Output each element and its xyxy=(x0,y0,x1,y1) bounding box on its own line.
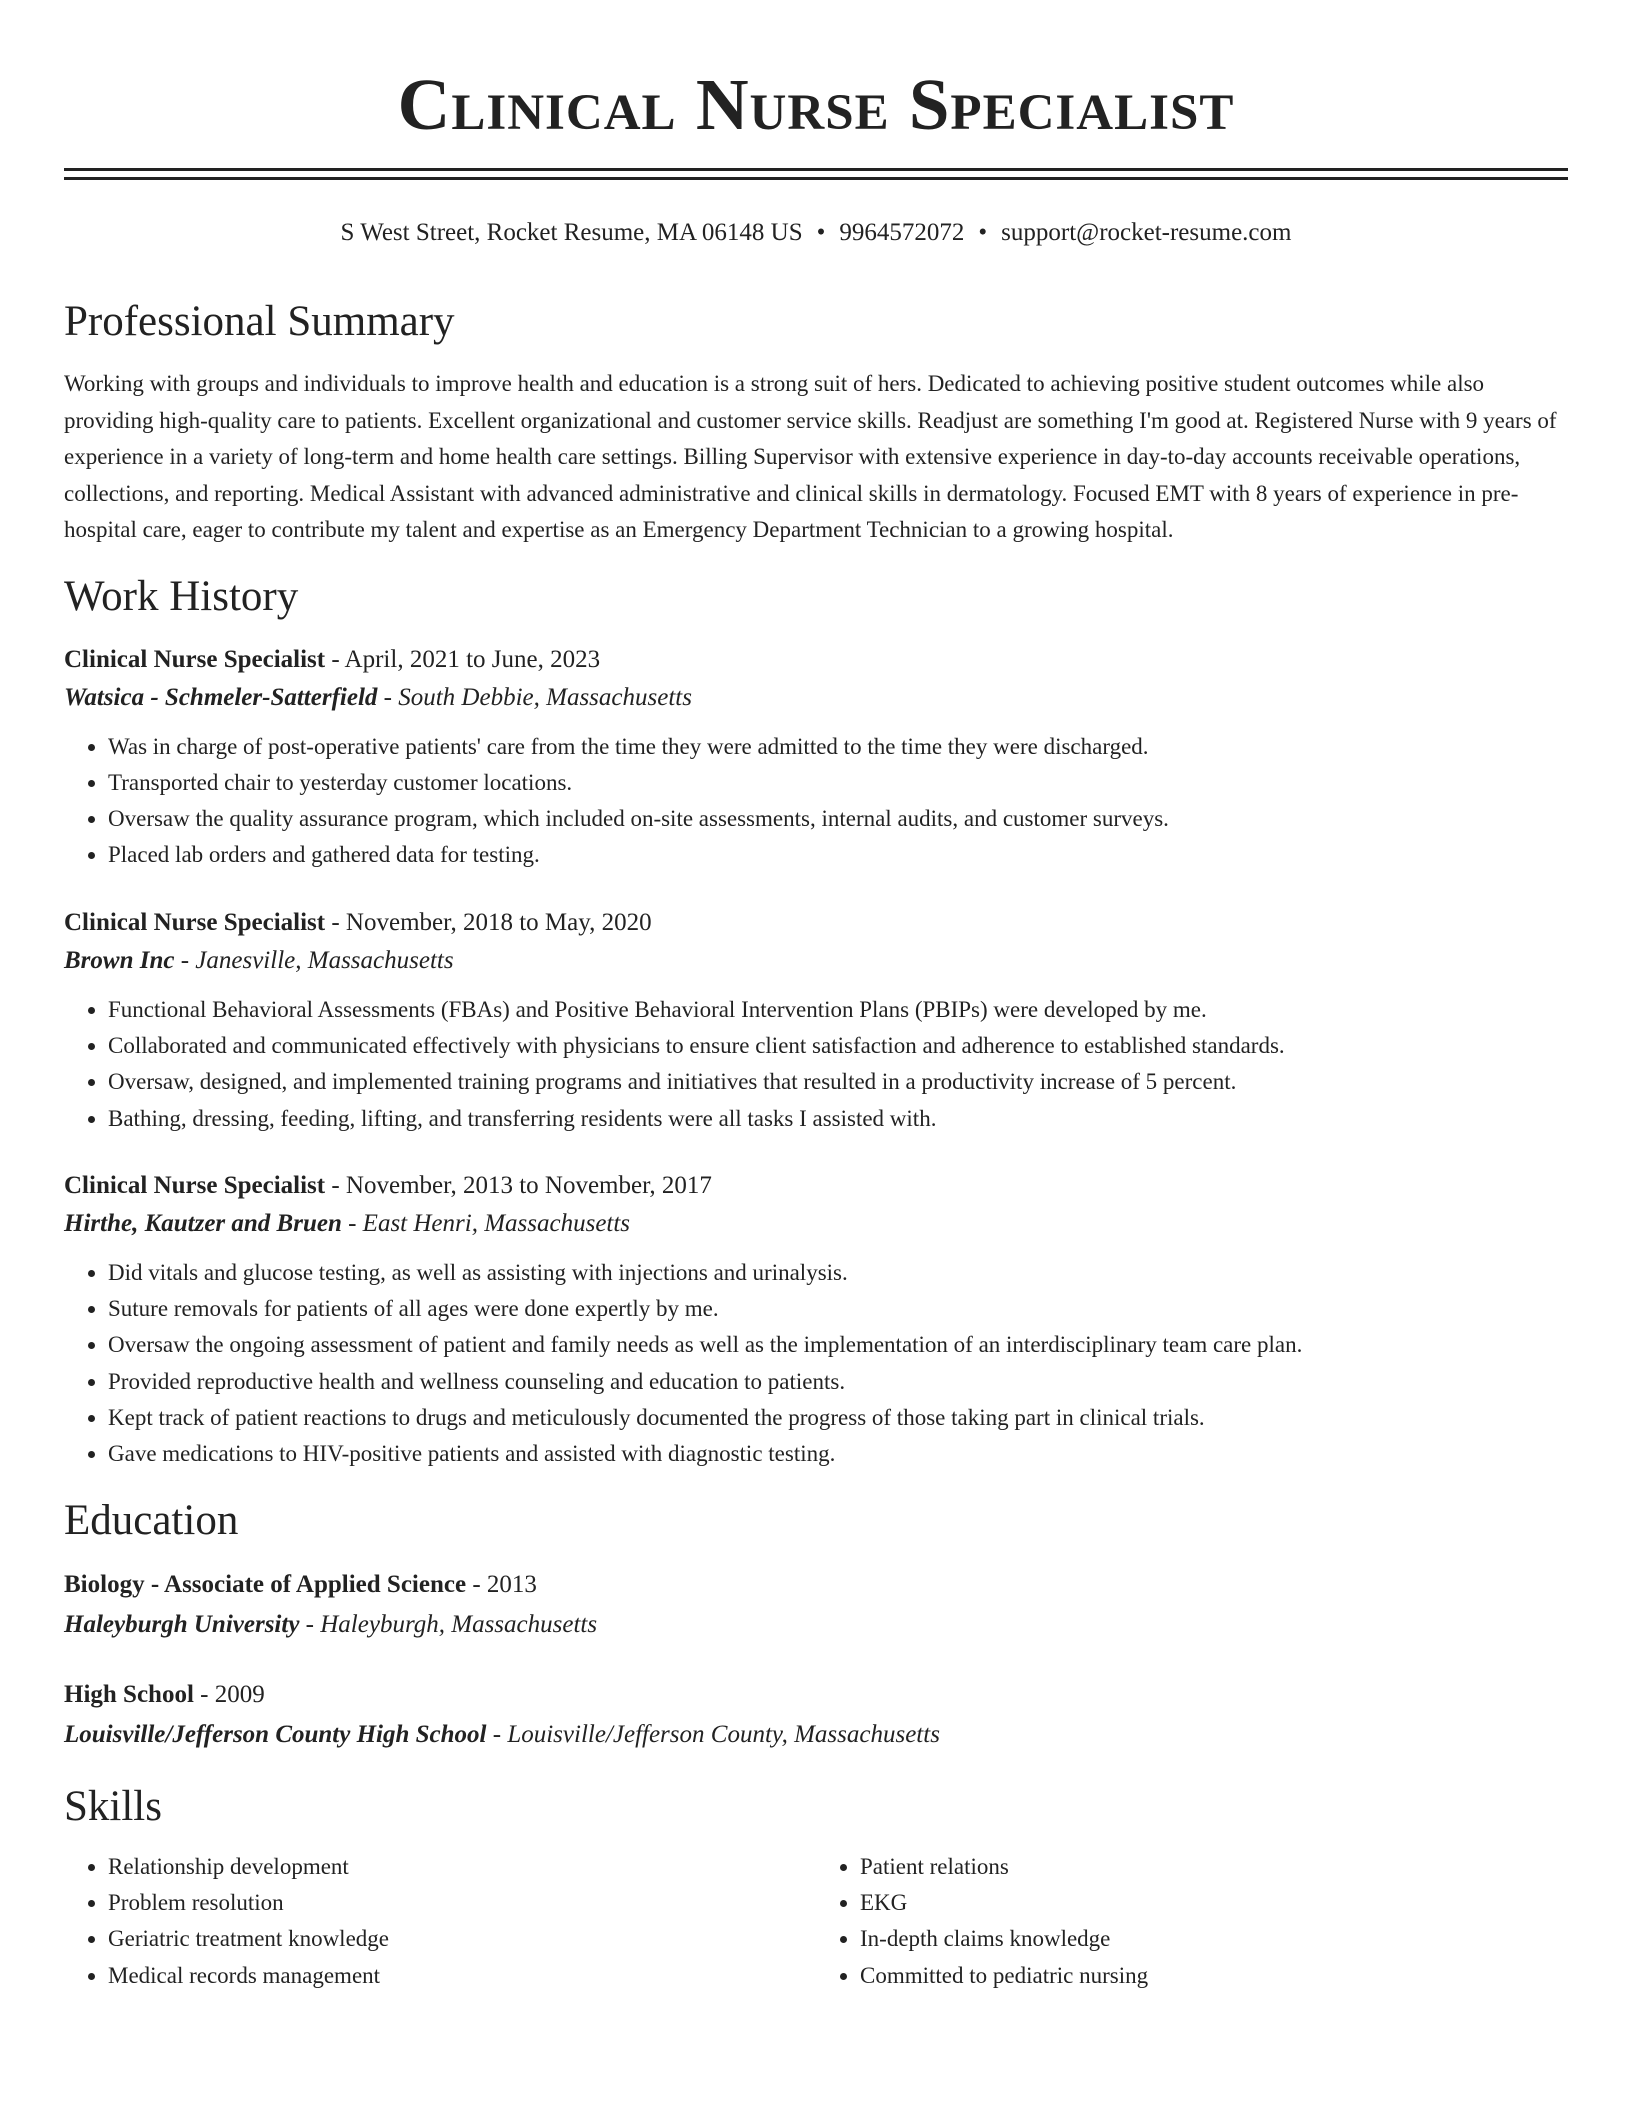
summary-text: Working with groups and individuals to improve health and education is a strong suit of hers. Dedicated to achieving positive student outcomes while also providing high-quality care to patients. Excellent organizational and customer service skills. Readjust are something I'm good at. Registered Nurse with 9 years of experience in a variety of long-term and home health care settings. Billing Supervisor with extensive experience in day-to-day accounts receivable operations, collections, and reporting. Medical Assistant with advanced administrative and clinical skills in dermatology. Focused EMT with 8 years of experience in pre-hospital care, eager to contribute my talent and expertise as an Emergency Department Technician to a growing hospital. xyxy=(64,371,1557,542)
contact-separator: • xyxy=(978,219,988,246)
title-divider-top xyxy=(64,168,1568,171)
education-header xyxy=(64,1675,1568,1715)
contact-separator: • xyxy=(816,219,826,246)
job-duty: • Provided reproductive health and wellness counseling and education to patients. xyxy=(108,1364,1568,1400)
job-header xyxy=(64,641,1568,679)
job-title: Clinical Nurse Specialist xyxy=(64,1171,326,1199)
contact-address: S West Street, Rocket Resume, MA 06148 US xyxy=(340,219,803,246)
job-duty: • Bathing, dressing, feeding, lifting, and transferring residents were all tasks I assisted with. xyxy=(108,1101,1568,1137)
education-year: - 2009 xyxy=(193,1680,265,1708)
education-school: Haleyburgh University xyxy=(64,1610,300,1638)
job-entry xyxy=(64,1167,1568,1473)
job-duty: • Was in charge of post-operative patients' care from the time they were admitted to the time they were discharged. xyxy=(108,729,1568,765)
job-company: Brown Inc xyxy=(64,946,175,974)
job-title: Clinical Nurse Specialist xyxy=(64,645,326,673)
contact-phone: 9964572072 xyxy=(839,219,965,246)
skill-item: • In-depth claims knowledge xyxy=(860,1921,1568,1957)
education-entry xyxy=(64,1565,1568,1645)
skill-item: • EKG xyxy=(860,1885,1568,1921)
job-duty: • Suture removals for patients of all ages were done expertly by me. xyxy=(108,1291,1568,1327)
education-entry xyxy=(64,1675,1568,1755)
work-history-heading: Work History xyxy=(64,572,299,620)
job-duties xyxy=(64,992,1568,1137)
skills-column-left xyxy=(64,1849,816,1994)
job-duty: • Oversaw the quality assurance program, which included on-site assessments, internal audits, and customer surveys. xyxy=(108,801,1568,837)
education-year: - 2013 xyxy=(466,1570,537,1598)
job-duty: • Did vitals and glucose testing, as well as assisting with injections and urinalysis. xyxy=(108,1255,1568,1291)
education-location: - Louisville/Jefferson County, Massachusetts xyxy=(486,1720,940,1748)
job-duties xyxy=(64,1255,1568,1473)
job-duty: • Kept track of patient reactions to drugs and meticulously documented the progress of those taking part in clinical trials. xyxy=(108,1400,1568,1436)
job-entry xyxy=(64,641,1568,874)
contact-email: support@rocket-resume.com xyxy=(1001,219,1292,246)
job-duty: • Oversaw the ongoing assessment of patient and family needs as well as the implementation of an interdisciplinary team care plan. xyxy=(108,1327,1568,1363)
job-duty: • Collaborated and communicated effectively with physicians to ensure client satisfaction and adherence to established standards. xyxy=(108,1028,1568,1064)
job-duty: • Transported chair to yesterday customer locations. xyxy=(108,765,1568,801)
job-duty: • Functional Behavioral Assessments (FBAs) and Positive Behavioral Intervention Plans (PBIPs) were developed by me. xyxy=(108,992,1568,1028)
job-duty: • Oversaw, designed, and implemented training programs and initiatives that resulted in a productivity increase of 5 percent. xyxy=(108,1064,1568,1100)
skill-item: • Problem resolution xyxy=(108,1885,816,1921)
education-location: - Haleyburgh, Massachusetts xyxy=(299,1610,598,1638)
skill-item: • Medical records management xyxy=(108,1958,816,1994)
education-header xyxy=(64,1565,1568,1605)
education-degree: High School xyxy=(64,1680,194,1708)
job-dates: - April, 2021 to June, 2023 xyxy=(325,645,601,673)
education-degree: Biology - Associate of Applied Science xyxy=(64,1570,467,1598)
job-duties xyxy=(64,729,1568,874)
skills-column-right xyxy=(816,1849,1568,1994)
skill-item: • Committed to pediatric nursing xyxy=(860,1958,1568,1994)
resume-title: Clinical Nurse Specialist xyxy=(397,64,1235,145)
contact-line xyxy=(64,216,1568,250)
skill-item: • Patient relations xyxy=(860,1849,1568,1885)
job-duty: • Gave medications to HIV-positive patients and assisted with diagnostic testing. xyxy=(108,1436,1568,1472)
job-title: Clinical Nurse Specialist xyxy=(64,908,326,936)
skill-item: • Relationship development xyxy=(108,1849,816,1885)
skills-list xyxy=(64,1849,1568,1994)
skill-item: • Geriatric treatment knowledge xyxy=(108,1921,816,1957)
education-institution xyxy=(64,1605,1568,1645)
job-header xyxy=(64,904,1568,942)
summary-heading: Professional Summary xyxy=(64,298,455,345)
education-school: Louisville/Jefferson County High School xyxy=(64,1720,487,1748)
job-location: - Janesville, Massachusetts xyxy=(174,946,454,974)
job-entry xyxy=(64,904,1568,1137)
job-company: Watsica - Schmeler-Satterfield xyxy=(64,683,378,711)
education-institution xyxy=(64,1715,1568,1755)
job-location: - East Henri, Massachusetts xyxy=(341,1209,631,1237)
job-location: - South Debbie, Massachusetts xyxy=(377,683,692,711)
job-employer xyxy=(64,1205,1568,1243)
education-heading: Education xyxy=(64,1496,239,1544)
job-dates: - November, 2018 to May, 2020 xyxy=(325,908,652,936)
job-employer xyxy=(64,942,1568,980)
skills-heading: Skills xyxy=(64,1782,162,1830)
title-divider-bottom xyxy=(64,177,1568,180)
job-dates: - November, 2013 to November, 2017 xyxy=(325,1171,712,1199)
job-company: Hirthe, Kautzer and Bruen xyxy=(64,1209,342,1237)
job-duty: • Placed lab orders and gathered data for testing. xyxy=(108,837,1568,873)
job-header xyxy=(64,1167,1568,1205)
job-employer xyxy=(64,679,1568,717)
